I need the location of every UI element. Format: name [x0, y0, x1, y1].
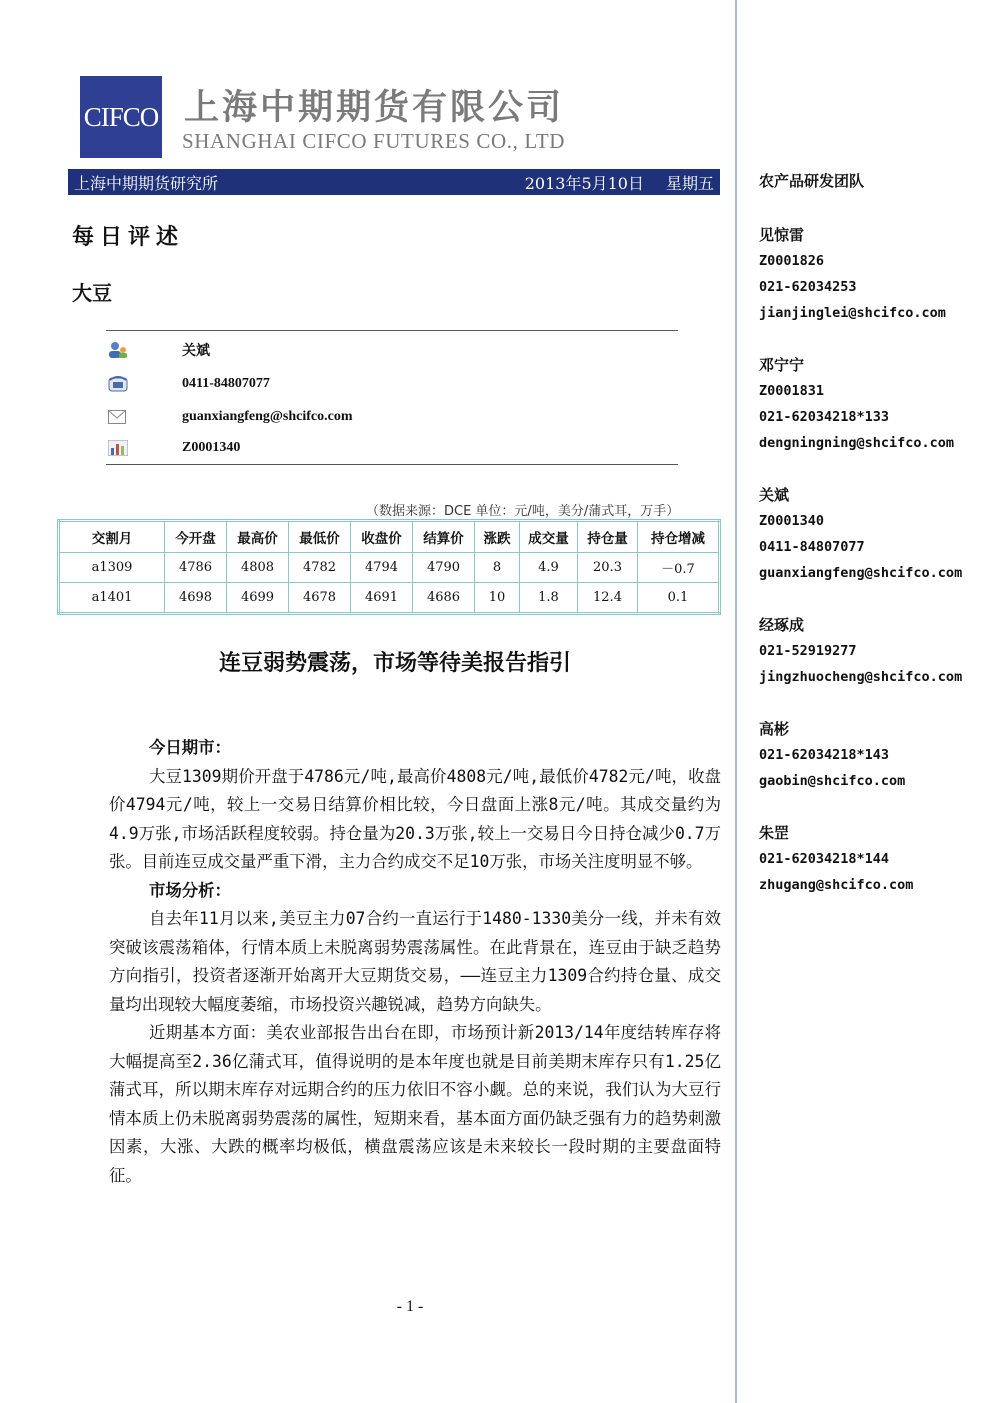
member-email[interactable]: dengningning@shcifco.com	[759, 435, 955, 451]
telephone-icon	[108, 375, 130, 393]
chart-icon	[108, 439, 130, 457]
member-email[interactable]: jingzhuocheng@shcifco.com	[759, 669, 963, 685]
table-row	[59, 583, 720, 614]
table-cell: a1401	[59, 583, 165, 614]
column-header: 持仓量	[578, 521, 638, 553]
table-cell: 12.4	[578, 583, 638, 614]
table-cell: 4808	[227, 553, 289, 583]
commodity-title: 大豆	[72, 281, 112, 305]
table-cell: 4794	[351, 553, 413, 583]
member-name: 见惊雷	[759, 226, 805, 244]
member-email[interactable]: zhugang@shcifco.com	[759, 877, 914, 893]
member-name: 邓宁宁	[759, 356, 805, 374]
table-cell: 8	[475, 553, 520, 583]
article-title: 连豆弱势震荡，市场等待美报告指引	[218, 651, 571, 676]
team-member	[759, 222, 989, 326]
table-cell: 10	[475, 583, 520, 614]
report-weekday: 星期五	[665, 173, 714, 193]
analyst-name-row	[106, 337, 210, 363]
team-member	[759, 612, 989, 690]
article-body	[109, 734, 721, 1190]
envelope-icon	[108, 408, 130, 426]
member-name: 朱罡	[759, 824, 790, 842]
member-email[interactable]: jianjinglei@shcifco.com	[759, 305, 946, 321]
member-phone: 021-52919277	[759, 643, 857, 659]
team-member	[759, 352, 989, 456]
person-icon	[108, 341, 130, 359]
member-phone: 0411-84807077	[759, 539, 865, 555]
column-header: 持仓增减	[638, 521, 720, 553]
report-date: 2013年5月10日	[524, 173, 644, 193]
analyst-name: 关斌	[182, 344, 210, 359]
analyst-phone: 0411-84807077	[182, 376, 270, 391]
table-cell: －0.7	[638, 553, 720, 583]
table-cell: 4790	[413, 553, 475, 583]
column-header: 交割月	[59, 521, 165, 553]
member-phone: 021-62034218*144	[759, 851, 890, 867]
analyst-email[interactable]: guanxiangfeng@shcifco.com	[182, 409, 353, 424]
member-phone: 021-62034253	[759, 279, 857, 295]
member-license: Z0001340	[759, 513, 825, 529]
member-phone: 021-62034218*133	[759, 409, 890, 425]
company-name-cn: 上海中期期货有限公司	[184, 88, 565, 128]
team-sidebar	[735, 0, 992, 1403]
company-logo-mark: CIFCO	[80, 76, 162, 158]
team-title: 农产品研发团队	[759, 172, 865, 190]
report-header-bar	[68, 169, 720, 195]
analyst-license: Z0001340	[182, 440, 241, 455]
heading-today-market: 今日期市：	[149, 738, 231, 757]
column-header: 结算价	[413, 521, 475, 553]
table-cell: 20.3	[578, 553, 638, 583]
member-email[interactable]: gaobin@shcifco.com	[759, 773, 906, 789]
member-name: 高彬	[759, 720, 790, 738]
heading-market-analysis: 市场分析：	[149, 880, 231, 900]
analyst-phone-row	[106, 371, 270, 397]
column-header: 最低价	[289, 521, 351, 553]
paragraph-fundamentals: 近期基本方面：美农业部报告出台在即，市场预计新2013/14年度结转库存将大幅提高至2.36亿蒲式耳，值得说明的是本年度也就是目前美期末库存只有1.25亿蒲式耳，所以期末库存对远期合约的压力依旧不容小觑。总的来说，我们认为大豆行情本质上仍未脱离弱势震荡的属性，短期来看，基本面方面仍缺乏强有力的趋势刺激因素，大涨、大跌的概率均极低，横盘震荡应该是未来较长一段时期的主要盘面特征。	[109, 1023, 721, 1185]
table-header-row	[59, 521, 720, 553]
table-cell: a1309	[59, 553, 165, 583]
analyst-license-row	[106, 435, 240, 461]
column-header: 成交量	[520, 521, 578, 553]
member-phone: 021-62034218*143	[759, 747, 890, 763]
team-member	[759, 716, 989, 794]
table-cell: 4786	[165, 553, 227, 583]
member-email[interactable]: guanxiangfeng@shcifco.com	[759, 565, 963, 581]
member-name: 经琢成	[759, 616, 805, 634]
column-header: 涨跌	[475, 521, 520, 553]
paragraph-today-market: 大豆1309期价开盘于4786元/吨,最高价4808元/吨,最低价4782元/吨，收盘价4794元/吨，较上一交易日结算价相比较，今日盘面上涨8元/吨。其成交量约为4.9万张,市场活跃程度较弱。持仓量为20.3万张,较上一交易日今日持仓减少0.7万张。目前连豆成交量严重下滑，主力合约成交不足10万张，市场关注度明显不够。	[109, 766, 721, 871]
table-cell: 1.8	[520, 583, 578, 614]
page-number: - 1 -	[396, 1298, 424, 1315]
data-source-note: （数据来源：DCE 单位：元/吨，美分/蒲式耳，万手）	[366, 504, 680, 519]
member-license: Z0001831	[759, 383, 825, 399]
table-cell: 4678	[289, 583, 351, 614]
table-row	[59, 553, 720, 583]
price-table	[57, 519, 721, 615]
institute-name: 上海中期期货研究所	[74, 173, 219, 193]
column-header: 最高价	[227, 521, 289, 553]
column-header: 收盘价	[351, 521, 413, 553]
table-cell: 4782	[289, 553, 351, 583]
team-member	[759, 820, 989, 898]
table-cell: 4698	[165, 583, 227, 614]
section-title: 每日评述	[72, 224, 185, 250]
column-header: 今开盘	[165, 521, 227, 553]
member-name: 关斌	[759, 486, 790, 504]
table-cell: 4691	[351, 583, 413, 614]
member-license: Z0001826	[759, 253, 825, 269]
company-name-en: SHANGHAI CIFCO FUTURES CO., LTD	[182, 129, 566, 153]
analyst-info-box	[106, 330, 678, 465]
table-cell: 0.1	[638, 583, 720, 614]
table-cell: 4.9	[520, 553, 578, 583]
team-member	[759, 482, 989, 586]
analyst-email-row	[106, 404, 353, 430]
paragraph-market-analysis: 自去年11月以来,美豆主力07合约一直运行于1480-1330美分一线，并未有效突破该震荡箱体，行情本质上未脱离弱势震荡属性。在此背景在，连豆由于缺乏趋势方向指引，投资者逐渐开始离开大豆期货交易，——连豆主力1309合约持仓量、成交量均出现较大幅度萎缩，市场投资兴趣锐减，趋势方向缺失。	[109, 909, 721, 1014]
table-cell: 4686	[413, 583, 475, 614]
table-cell: 4699	[227, 583, 289, 614]
